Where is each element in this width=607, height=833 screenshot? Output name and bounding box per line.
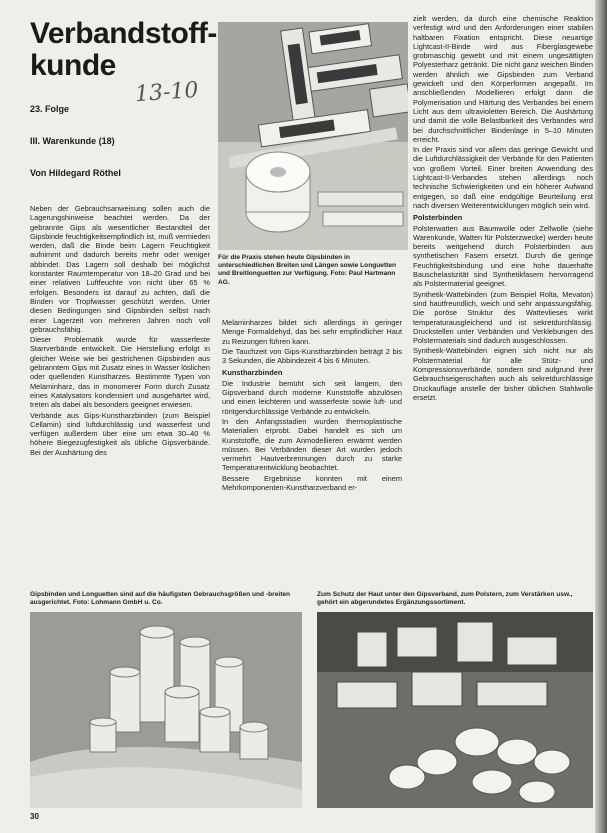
photo-bandage-rolls	[30, 612, 302, 808]
paragraph: Bessere Ergebnisse konnten mit einem Mehrkomponenten-Kunstharzverband er-	[222, 473, 402, 493]
column-middle	[222, 318, 402, 493]
photo-padding-assortment	[317, 612, 593, 808]
paragraph: Die Tauchzeit von Gips-Kunstharzbinden beträgt 2 bis 3 Sekunden, die Abbindezeit 4 bis 6 Minuten.	[222, 346, 402, 366]
page-edge-shadow	[595, 0, 607, 833]
paragraph: Verbände aus Gips-Kunstharzbinden (zum Beispiel Cellamin) sind luftdurchlässig und wasserfest und verfügen außerdem über eine um etwa 30–40 % höhere Biegezugfestigkeit als übliche Gipsverbände. Bei der Aushärtung des	[30, 410, 210, 457]
paragraph: Melaminharzes bildet sich allerdings in geringer Menge Formaldehyd, das bei sehr empfindlicher Haut zu Reizungen führen kann.	[222, 318, 402, 346]
page-number: 30	[30, 812, 39, 821]
paragraph: Polsterwatten aus Baumwolle oder Zellwolle (siehe Warenkunde, Watten für Polsterzwecke) werden heute bereits weitgehend durch Polsterbinden aus synthetischen Fasern ersetzt. Durch die geringe Feuchtigkeitsbindung und eine hohe dauerhafte Bauschelastizität sind Synthetikfasern hervorragend als Polstermaterial geeignet.	[413, 223, 593, 289]
paragraph: In der Praxis sind vor allem das geringe Gewicht und die Luftdurchlässigkeit der Verbände für den Patienten von großem Vorteil. Einer breiten Anwendung des Lightcast-II-Verbandes stehen allerdings noch technische Schwierigkeiten und ein höherer Aufwand entgegen, so daß eine endgültige Beurteilung erst nach diversen Weiterentwicklungen möglich sein wird.	[413, 145, 593, 210]
subheading-kunstharzbinden: Kunstharzbinden	[222, 368, 283, 378]
paragraph: Synthetik-Wattebinden (zum Beispiel Rolta, Mevaton) sind hautfreundlich, weich und sehr anpassungsfähig. Die poröse Struktur des Wattevlieses wirkt temperaturausgleichend und ist sekretdurchlässig. Druckstellen unter Verbänden und Verklebungen des Polstermaterials sind dadurch ausgeschlossen.	[413, 289, 593, 346]
photo-bottom-right-caption: Zum Schutz der Haut unter den Gipsverband, zum Polstern, zum Verstärken usw., gehört ein abgerundetes Ergänzungssortiment.	[317, 591, 573, 607]
section-label: III. Warenkunde (18)	[30, 136, 115, 146]
photo-top-caption: Für die Praxis stehen heute Gipsbinden in unterschiedlichen Breiten und Längen sowie Longuetten und Breitlonguetten zur Verfügung. Foto: Paul Hartmann AG.	[218, 254, 397, 286]
photo-bandage-packages	[218, 22, 408, 250]
article-title: Verbandstoff- kunde	[30, 17, 217, 82]
paragraph: Dieser Problematik wurde für wasserfeste Starrverbände entwickelt. Die Herstellung erfolgt in gleicher Weise wie bei gestrichenen Gipsbinden aus gebranntem Gips mit Zusatz eines in Wasser löslichen oder quellenden Kunstharzes. Bestimmte Typen von Melaminharz, das in monomerer Form durch Zusatz eines Katalysators kondensiert und ausgehärtet wird, treten als dabei als besonders geeignet erwiesen.	[30, 335, 210, 410]
author-line: Von Hildegard Röthel	[30, 168, 121, 178]
photo-bottom-left-caption: Gipsbinden und Longuetten sind auf die häufigsten Gebrauchsgrößen und -breiten ausgerichtet. Foto: Lohmann GmbH u. Co.	[30, 591, 291, 607]
paragraph: Die Industrie bemüht sich seit langem, den Gipsverband durch moderne Kunststoffe abzulösen und einen leichteren und wasserfeste sowie luft- und röntgendurchlässige Verbände zu entwickeln.	[222, 378, 402, 416]
paragraph: In den Anfangsstadien wurden thermoplastische Materialien erprobt. Dabei handelt es sich um Kunststoffe, die zum Anmodellieren erwärmt werden müssen. Bei Verbänden dieser Art wurden jedoch vermehrt Hautverbrennungen durch zu starke Temperaturentwicklung beobachtet.	[222, 416, 402, 473]
subheading-polsterbinden: Polsterbinden	[413, 213, 463, 223]
paragraph: Synthetik-Wattebinden eignen sich nicht nur als Polstermaterial für alle Stütz- und Kompressionsverbände, sondern sind aufgrund ihrer Gebrauchseigenschaften auch als sekretdurchlässige Druckauflage anstelle der bisher üblichen Stahlwolle ersetzt.	[413, 346, 593, 402]
paragraph: zielt werden, da durch eine chemische Reaktion verfestigt wird und den Anforderungen einer stabilen haltbaren Fixation entspricht. Diese neuartige Lightcast-II-Binde wird aus Fiberglasgewebe grobmaschig gewebt und mit einem ungesättigten Polyesterharz getränkt. Die nicht ganz weichen Binden werden ähnlich wie Gipsbinden zum Verband gewickelt und den Körperformen angepaßt. Im anschließenden Modellieren erfolgt dann die Polymerisation und Härtung des Verbandes bei einem Licht aus dem ultravioletten Bereich. Die Aushärtung und damit die volle Belastbarkeit des Verbandes wird bei durchschnittlicher Bindenlage in 5–10 Minuten erreicht.	[413, 14, 593, 144]
handwritten-note: 13-10	[134, 77, 200, 108]
column-right	[413, 14, 593, 403]
paragraph: Neben der Gebrauchsanweisung sollen auch die Lagerungshinweise beachtet werden. Da der gebrannte Gips als wesentlicher Bestandteil der Gipsbinde feuchtigkeitsempfindlich ist, muß vermieden werden, daß die Binde beim Lagern Feuchtigkeit aufnimmt und dadurch bereits mehr oder weniger abbindet. Das Lagern soll deshalb bei möglichst konstanter Raumtemperatur von 18–20 Grad und bei einer relativen Luftfeuchte von nicht über 65 % erfolgen. Besonders ist darauf zu achten, daß die Binden vor Tropfwasser geschützt werden. Unter diesen Bedingungen sind Gipsbinden selbst nach einer Lagerzeit von mehreren Jahren noch voll gebrauchsfähig.	[30, 204, 210, 334]
series-label: 23. Folge	[30, 104, 70, 114]
column-left	[30, 204, 210, 458]
